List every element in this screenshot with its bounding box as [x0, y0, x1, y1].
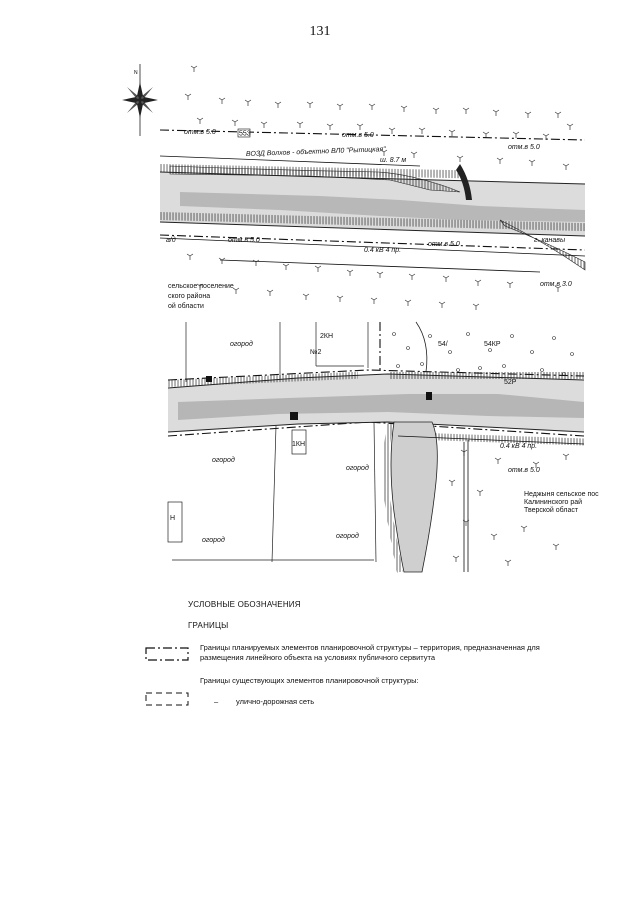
elevation-label: отм.в 5.0	[508, 467, 540, 474]
servitude-boundary-symbol	[144, 645, 190, 663]
road-note: ВОЗД Волхов - объектно ВЛ0 "Рытицкая"	[245, 146, 386, 158]
meadow-symbols-bottom	[187, 254, 561, 310]
building-label: 54/	[438, 341, 448, 348]
elevation-label: отм.в 3.0	[540, 281, 572, 288]
elevation-label: отм.в 5.0	[508, 144, 540, 151]
legend-dash: –	[214, 697, 219, 706]
garden-label: огород	[212, 457, 235, 464]
garden-label: огород	[346, 465, 369, 472]
legend-title: УСЛОВНЫЕ ОБОЗНАЧЕНИЯ	[188, 600, 301, 609]
top-map	[160, 60, 585, 316]
road-top	[160, 164, 585, 270]
ditch-label: г. канавы	[534, 237, 566, 244]
legend-existing-heading: Границы существующих элементов планировочной структуры:	[200, 676, 419, 685]
settlement-label: ой области	[168, 303, 204, 310]
svg-text:N: N	[134, 70, 138, 76]
legend-section: ГРАНИЦЫ	[188, 621, 229, 630]
legend-item-servitude: Границы планируемых элементов планировочной структуры – территория, предназначенная для размещения линейного объекта на условиях публичного сервитута	[200, 643, 540, 662]
elevation-label: отм.в 5.0	[228, 237, 260, 244]
garden-label: огород	[202, 537, 225, 544]
page-number: 131	[309, 24, 331, 39]
plot-boundaries	[168, 322, 388, 562]
elevation-label: отм.в 5.0	[184, 129, 216, 136]
building-label: 2КН	[320, 333, 334, 340]
meadow-symbols-top	[185, 66, 573, 170]
road-network-symbol	[144, 690, 190, 708]
compass-rose-icon	[116, 62, 164, 138]
road-width: ш. 8.7 м	[380, 157, 407, 164]
building-label: №2	[310, 349, 322, 356]
garden-label: огород	[336, 533, 359, 540]
bottom-map	[168, 322, 599, 572]
elevation-label: отм.в 5.0	[342, 132, 374, 139]
building-label: 1КН	[292, 441, 306, 448]
power-line-label: 0.4 кВ 4 пр.	[364, 247, 402, 254]
building-label: Н	[170, 515, 176, 522]
building-label: 52Р	[504, 379, 517, 386]
road-label: а/д	[166, 237, 176, 244]
settlement-label: Неджыня сельское пос	[524, 491, 599, 498]
settlement-label: Калининского рай	[524, 499, 583, 506]
legend-item-road-network: улично-дорожная сеть	[236, 697, 315, 706]
garden-label: огород	[230, 341, 253, 348]
forest-area	[393, 333, 574, 376]
building-label: 54КР	[484, 341, 501, 348]
settlement-label: Тверской област	[524, 507, 579, 514]
settlement-label: сельское поселение	[168, 283, 234, 290]
elevation-label: отм.в 5.0	[428, 241, 460, 248]
settlement-label: ского района	[168, 293, 211, 300]
power-line-label: 0.4 кВ 4 пр.	[500, 443, 538, 450]
block-number: 553	[239, 130, 251, 138]
